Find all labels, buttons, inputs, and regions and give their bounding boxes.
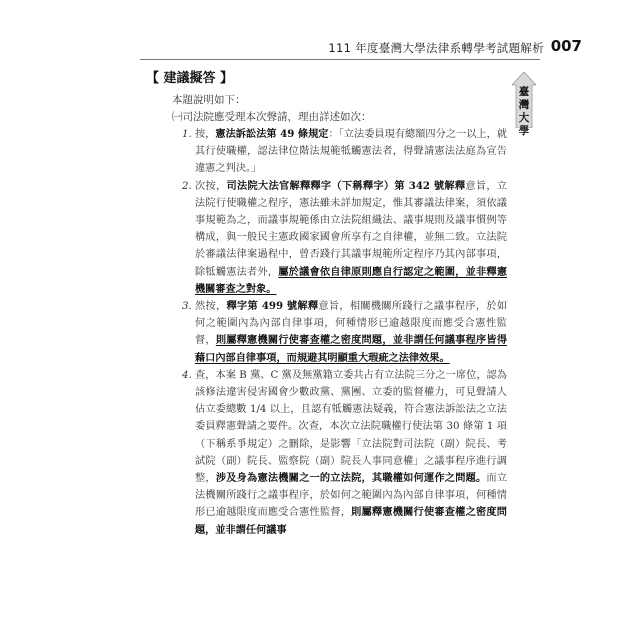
section-title: 【 建議擬答 】 [146,71,234,86]
running-header [0,38,640,58]
item-bold-text: 涉及身為憲法機關之一的立法院，其職權如何運作之問題。 [215,472,487,485]
item-underlined-text: 則屬釋憲機關行使審查權之密度問題，並非謂任何議事程序皆得藉口內部自律事項，而規避其明顯重大瑕疵之法律效果。 [195,334,508,364]
answer-body [172,126,507,539]
item-text: 查，本案 B 黨、C 黨及無黨籍立委共占有立法院三分之一席位，認為該修法違害侵害國會少數政黨、黨團、立委的監督權力，可見聲請人佔立委總數 1/4 以上，且認有牴觸憲法疑義，符合憲法訴訟法之立法委員釋憲聲請之要件。次查，本次立法院職權行使法第 30 條第 1 項（下稱系爭規定）之刪除，是影響「立法院對司法院（副）院長、考試院（副）院長、監察院（副）院長人事同意權」之議事程序進行調整， [195,369,507,485]
item-number: 2. [182,180,192,192]
item-number: 1. [182,129,192,140]
book-title: 111 年度臺灣大學法律系轉學考試題解析 [328,41,544,55]
item-text: 按， [195,129,216,140]
page-number: 007 [550,37,582,55]
item-text: 意旨，立法院行使職權之程序，憲法雖未詳加規定，惟其審議法律案，須依議事規範為之，而議事規範係由立法院組織法、議事規則及議事慣例等構成，與一般民主憲政國家國會所享有之自律權，並無二致。立法院於審議法律案過程中，曾否踐行其議事規範所定程序乃其內部事項，除牴觸憲法者外， [195,180,508,278]
item-text: 然按， [195,301,227,313]
item-underlined-text: 屬於議會依自律原則應自行認定之範圍，並非釋憲機關審查之對象。 [195,265,508,295]
intro-line: 本題說明如下： [172,94,246,106]
item-bold-text: 則屬釋憲機關行使審查權之密度問題，並非謂任何議事 [195,506,507,536]
answer-item-3 [172,298,507,367]
item-bold-text: 司法院大法官解釋釋字（下稱釋字）第 342 號解釋 [226,179,466,192]
subheading: ㈠司法院應受理本次聲請，理由詳述如次： [172,111,372,123]
university-tab-badge [512,72,536,137]
answer-item-4 [172,367,507,539]
item-bold-text: 釋字第 499 號解釋 [226,300,319,313]
item-number: 3. [182,301,192,313]
header-rule [140,59,540,60]
badge-label: 臺灣大學 [518,86,530,137]
item-text: 意旨，相關機關所踐行之議事程序，於如何之範圍內為內部自律事項，何種情形已逾越限度而應受合憲性監督， [195,301,508,347]
answer-item-1 [172,126,507,178]
answer-item-2 [172,178,507,298]
item-bold-text: 憲法訴訟法第 49 條規定 [215,128,329,140]
item-text: ：「立法委員現有總額四分之一以上，就其行使職權，認法律位階法規範牴觸憲法者，得聲請憲法法庭為宣告違憲之判決。」 [195,129,508,175]
item-number: 4. [182,369,192,381]
item-text: 而立法機關所踐行之議事程序，於如何之範圍內為內部自律事項，何種情形已逾越限度而應受合憲性監督， [195,473,508,519]
item-text: 次按， [195,180,227,192]
